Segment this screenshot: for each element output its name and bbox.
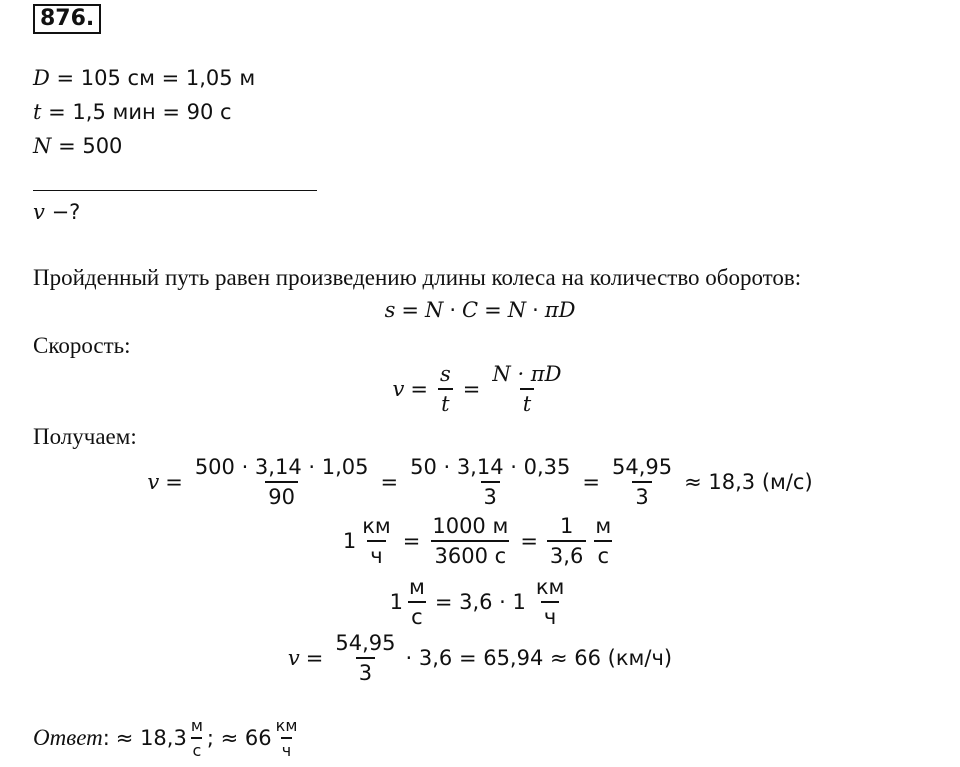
fraction-s-over-t [437,362,454,416]
formula-path-piD: πD [544,298,576,322]
calc-kmh-v: v [287,646,300,670]
var-D: D [33,66,50,90]
fraction-denominator: с [594,540,612,568]
fraction-denominator: 3 [356,657,375,685]
fraction-calc-2 [407,455,573,509]
unknown-speed [33,200,80,224]
fraction-1-over-3-6 [547,514,586,568]
answer-colon: : [102,726,110,750]
fraction-numerator: м [190,716,203,735]
calc-speed-result: ≈ 18,3 (м/с) [684,470,813,494]
fraction-1000m-3600s [429,514,511,568]
given-revolutions [33,134,122,158]
fraction-numerator: 1000 м [432,514,509,538]
unit-m-per-s [592,514,614,568]
fraction-denominator: ч [541,601,559,629]
unknown-mark: −? [51,200,81,224]
formula-path-dot1: · [449,298,457,322]
calc-kmh-eq: = [305,646,324,670]
calc-speed [0,455,960,509]
given-revolutions-value: = 500 [58,134,123,158]
answer-unit-m-per-s [190,716,204,760]
given-divider [33,190,317,191]
fraction-NpiD-over-t [489,362,564,416]
fraction-denominator: t [438,388,452,416]
conversion-eq2: = [520,529,538,553]
given-time [33,100,232,124]
formula-path-eq1: = [401,298,419,322]
formula-path-s: s [384,298,396,322]
calc-speed-eq1: = [165,470,183,494]
fraction-calc-3 [609,455,675,509]
fraction-numerator: N · πD [492,362,562,386]
fraction-denominator: 3,6 [547,540,586,568]
formula-speed-v: v [392,377,405,401]
fraction-numerator: s [440,362,451,386]
fraction-numerator: 54,95 [611,455,673,479]
fraction-denominator: с [191,737,202,760]
result-label: Получаем: [33,424,137,449]
var-N: N [33,134,52,158]
fraction-denominator: 3 [632,481,651,509]
var-v: v [33,200,45,224]
formula-speed-eq1: = [410,377,429,401]
fraction-numerator: 50 · 3,14 · 0,35 [410,455,571,479]
fraction-numerator: км [535,575,565,599]
fraction-54-95-over-3 [332,631,398,685]
given-diameter-value: = 105 см = 1,05 м [56,66,256,90]
formula-speed [0,362,960,416]
answer-label: Ответ [33,725,103,750]
calc-kmh-result: · 3,6 = 65,94 ≈ 66 (км/ч) [405,646,673,670]
fraction-numerator: 500 · 3,14 · 1,05 [194,455,369,479]
conversion-one: 1 [342,529,357,553]
fraction-denominator: 3 [481,481,500,509]
formula-path [0,298,960,322]
formula-path-eq2: = [484,298,502,322]
given-diameter [33,66,255,90]
fraction-numerator: 1 [559,514,574,538]
conversion-kmh-to-ms [0,514,960,568]
calc-speed-kmh [0,631,960,685]
formula-path-N1: N [424,298,444,322]
calc-speed-eq3: = [582,470,600,494]
formula-speed-eq2: = [462,377,481,401]
conversion-eq1: = [402,529,421,553]
var-t: t [33,100,42,124]
answer-speed-ms: ≈ 18,3 [115,726,187,750]
conversion-ms-to-kmh [0,575,960,629]
fraction-numerator: м [595,514,612,538]
fraction-denominator: ч [281,737,292,760]
fraction-denominator: с [408,601,426,629]
speed-label: Скорость: [33,333,131,358]
unit-km-per-h [533,575,568,629]
fraction-numerator: м [408,575,425,599]
conversion-factor: = 3,6 · 1 [434,590,526,614]
calc-speed-eq2: = [380,470,399,494]
answer [33,716,301,760]
fraction-denominator: ч [367,540,385,568]
problem-number: 876. [33,4,101,34]
answer-speed-kmh: ; ≈ 66 [206,726,272,750]
conversion-one: 1 [389,590,403,614]
formula-path-dot2: · [532,298,539,322]
answer-unit-km-per-h [275,716,299,760]
calc-speed-v: v [147,470,160,494]
fraction-denominator: 90 [265,481,298,509]
fraction-numerator: 54,95 [335,631,396,655]
unit-m-per-s [406,575,428,629]
fraction-denominator: 3600 с [431,540,509,568]
given-time-value: = 1,5 мин = 90 с [48,100,232,124]
formula-path-C: C [462,298,479,322]
fraction-denominator: t [520,388,534,416]
fraction-numerator: км [275,716,298,735]
fraction-numerator: км [362,514,391,538]
formula-path-N2: N [507,298,527,322]
unit-km-per-h [359,514,394,568]
path-sentence: Пройденный путь равен произведению длины колеса на количество оборотов: [33,265,802,290]
fraction-calc-1 [192,455,372,509]
